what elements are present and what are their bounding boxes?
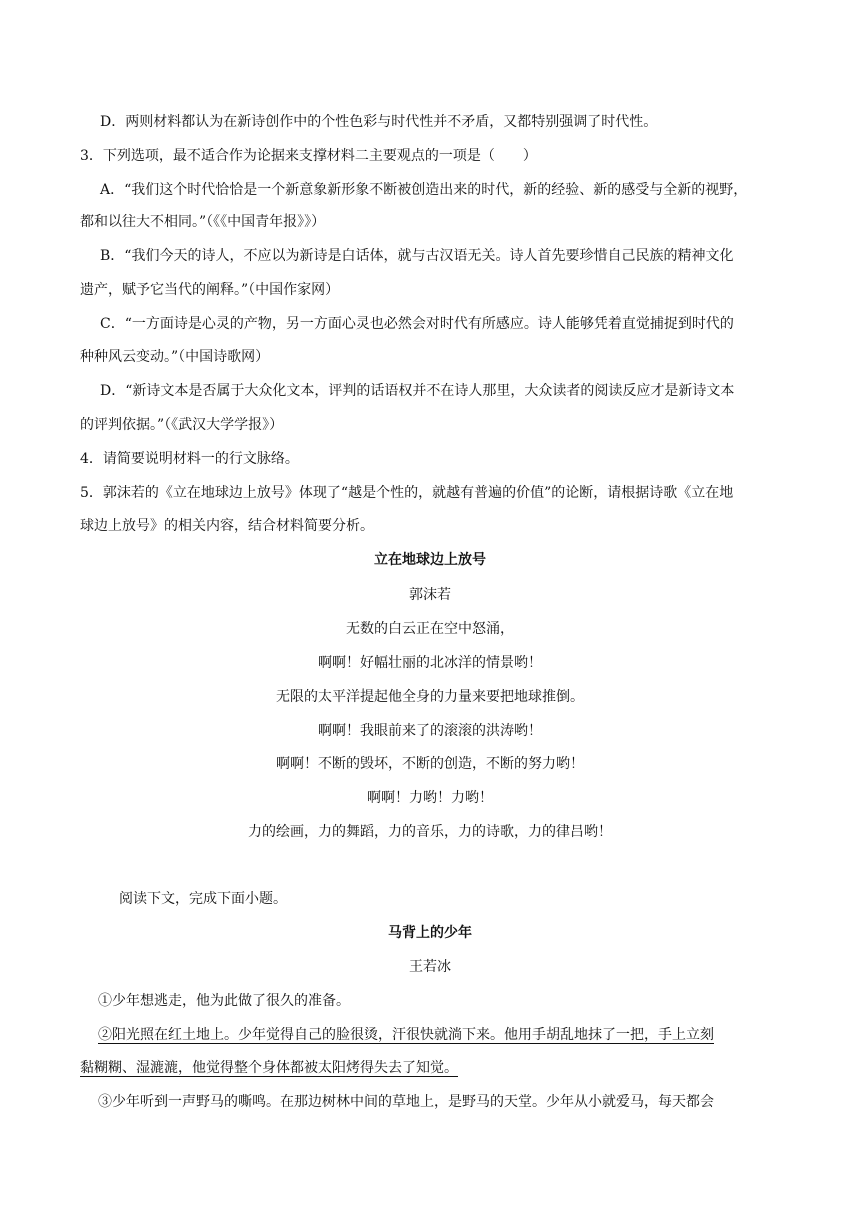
q3-option-d-line2: 的评判依据。”（《武汉大学学报》） xyxy=(80,417,284,433)
reading-paragraph-2-line1 xyxy=(98,1026,714,1044)
poem-line: 啊啊！好幅壮丽的北冰洋的情景哟！ xyxy=(318,655,542,671)
poem-line: 啊啊！力哟！力哟！ xyxy=(367,790,493,806)
q4-stem: 4．请简要说明材料一的行文脉络。 xyxy=(80,451,299,467)
reading-paragraph-1: ①少年想逃走，他为此做了很久的准备。 xyxy=(98,993,350,1009)
q3-option-a-line1: A．“我们这个时代恰恰是一个新意象新形象不断被创造出来的时代，新的经验、新的感受与全新的视野， xyxy=(100,182,748,198)
poem-line: 无限的太平洋提起他全身的力量来要把地球推倒。 xyxy=(276,689,584,705)
underlined-passage: 黏糊糊、湿漉漉，他觉得整个身体都被太阳烤得失去了知觉。 xyxy=(80,1060,458,1076)
q3-option-b-line2: 遗产，赋予它当代的阐释。”（中国作家网） xyxy=(80,282,340,298)
q3-stem: 3．下列选项，最不适合作为论据来支撑材料二主要观点的一项是（ ） xyxy=(80,148,537,164)
poem-line: 啊啊！不断的毁坏，不断的创造，不断的努力哟！ xyxy=(276,756,584,772)
q3-option-b-line1: B．“我们今天的诗人，不应以为新诗是白话体，就与古汉语无关。诗人首先要珍惜自己民族的精神文化 xyxy=(100,248,734,264)
poem-title: 立在地球边上放号 xyxy=(374,552,486,568)
poem-line: 啊啊！我眼前来了的滚滚的洪涛哟！ xyxy=(318,723,542,739)
q3-option-c-line2: 种种风云变动。”（中国诗歌网） xyxy=(80,349,270,365)
underlined-passage: ②阳光照在红土地上。少年觉得自己的脸很烫，汗很快就淌下来。他用手胡乱地抹了一把，手上立刻 xyxy=(98,1027,714,1043)
reading-instruction: 阅读下文，完成下面小题。 xyxy=(119,891,287,907)
q2-option-d: D．两则材料都认为在新诗创作中的个性色彩与时代性并不矛盾，又都特别强调了时代性。 xyxy=(100,114,658,130)
poem-author: 郭沫若 xyxy=(409,587,451,603)
q3-option-a-line2: 都和以往大不相同。”（《《中国青年报》》） xyxy=(80,214,326,230)
reading-paragraph-3: ③少年听到一声野马的嘶鸣。在那边树林中间的草地上，是野马的天堂。少年从小就爱马，每天都会 xyxy=(98,1094,714,1110)
q3-option-c-line1: C．“一方面诗是心灵的产物，另一方面心灵也必然会对时代有所感应。诗人能够凭着直觉捕捉到时代的 xyxy=(100,316,734,332)
poem-line: 无数的白云正在空中怒涌， xyxy=(346,621,514,637)
reading-paragraph-2-line2 xyxy=(80,1059,458,1077)
reading-title: 马背上的少年 xyxy=(388,925,472,941)
q3-option-d-line1: D．“新诗文本是否属于大众化文本，评判的话语权并不在诗人那里，大众读者的阅读反应才是新诗文本 xyxy=(100,383,735,399)
poem-line: 力的绘画，力的舞蹈，力的音乐，力的诗歌，力的律吕哟！ xyxy=(248,824,612,840)
reading-author: 王若冰 xyxy=(409,959,451,975)
q5-stem-line2: 球边上放号》的相关内容，结合材料简要分析。 xyxy=(80,518,374,534)
q5-stem-line1: 5．郭沫若的《立在地球边上放号》体现了“越是个性的，就越有普遍的价值”的论断，请根据诗歌《立在地 xyxy=(80,485,734,501)
